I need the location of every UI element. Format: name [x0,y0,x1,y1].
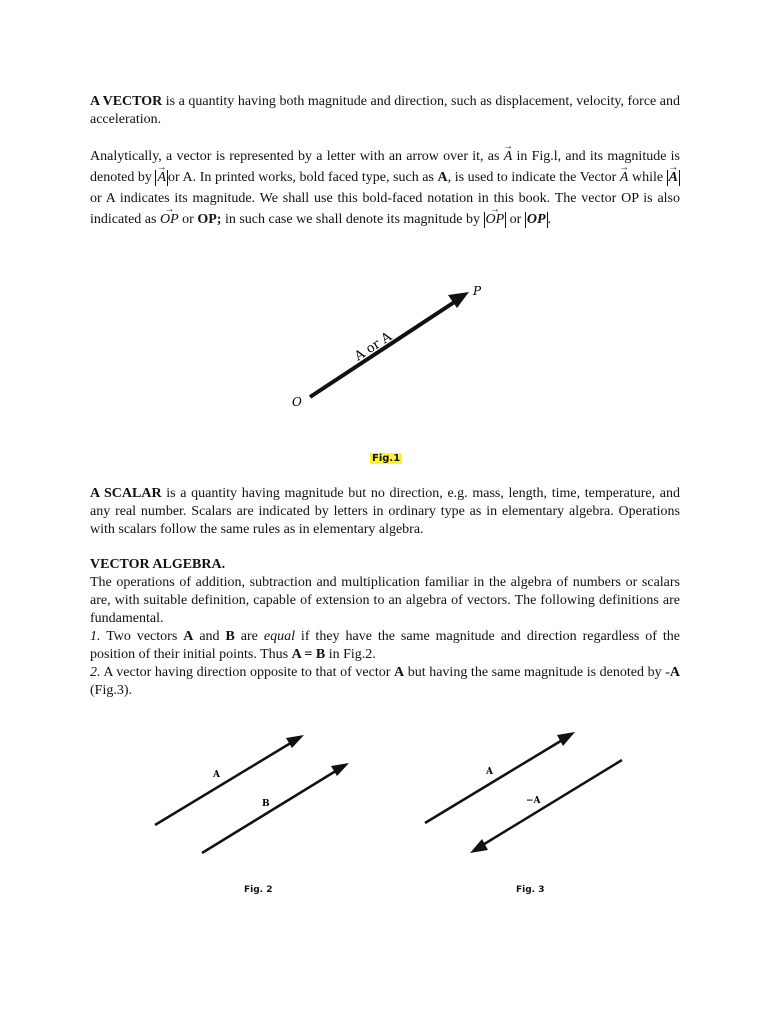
item2-bold-A2: A [669,665,681,680]
magnitude-bold-A-inner: → A [669,170,678,186]
magnitude-bold-OP-symbol: OP [526,212,546,227]
fig3-caption: Fig. 3 [516,885,545,895]
item2-text-2: but having the same magnitude is denoted by - [404,665,670,680]
fig1-label-O: O [292,395,302,409]
item2-number: 2. [90,665,101,680]
vector-term: A VECTOR [90,94,163,109]
vector-algebra-section [90,556,680,700]
fig1-label-P: P [473,284,482,298]
item1-bold-B: B [225,629,235,644]
vector-algebra-heading: VECTOR ALGEBRA. [90,557,226,572]
fig3-label-negA: −A [526,796,541,806]
magnitude-OP-inner: → OP [486,212,505,228]
notation-text-2: in Fig.l, and its magnitude is denoted by [90,149,680,185]
fig3-vector-negA-arrowhead [470,839,488,853]
notation-text-8: in such case we shall denote its magnitude by [221,212,484,227]
fig3-vector-negA-line [481,760,622,846]
fig3-label-A: A [486,767,493,777]
vector-A-symbol-2: → A [620,167,629,188]
item1-equal: equal [263,629,295,644]
vector-OP-symbol: → OP [160,209,179,230]
item2-bold-A: A [393,665,405,680]
item1-bold-A: A [183,629,194,644]
item1-equation: A = B [291,647,326,662]
notation-text-6: or A indicates its magnitude. We shall use this bold-faced notation in this book. The vector OP is also indicated as [90,191,680,227]
scalar-definition-text: is a quantity having magnitude but no direction, e.g. mass, length, time, temperature, and any real number. Scalars are indicated by letters in ordinary type as in elementary algebra. Operations with scalars follow the same rules as in elementary algebra. [90,486,681,537]
notation-paragraph [90,146,680,230]
magnitude-bold-A-symbol [667,170,680,186]
fig2-vector-B-line [202,769,339,853]
bold-A: A [437,170,448,185]
item1-text-2: and [193,629,226,644]
fig3-vector-A-line [425,739,564,823]
fig2-label-A: A [213,770,220,780]
definition-item-2 [90,664,680,700]
notation-text-4: , is used to indicate the Vector [447,170,620,185]
vector-A-symbol: → A [504,146,513,167]
item1-text-4: if they have the same magnitude and direction regardless of the position of their initial points. Thus [90,629,681,662]
fig2-diagram [145,725,360,860]
item1-text-3: are [234,629,264,644]
notation-text-3: or A. In printed works, bold faced type, such as [168,170,438,185]
vector-algebra-intro: The operations of addition, subtraction and multiplication familiar in the algebra of numbers or scalars are, with suitable definition, capable of extension to an algebra of vectors. The following definitions are fundamental. [90,575,680,626]
fig2-caption: Fig. 2 [244,885,273,895]
notation-text-10: . [547,212,552,227]
magnitude-OP-symbol [484,212,507,228]
item2-text-3: (Fig.3). [90,683,132,698]
notation-text-5: while [628,170,667,185]
notation-text-9: or [506,212,525,227]
fig3-vector-A-arrowhead [557,732,575,746]
definition-item-1 [90,628,680,664]
notation-text-7: or [178,212,198,227]
scalar-term: A SCALAR [90,486,162,501]
scalar-definition-paragraph [90,485,680,539]
fig2-label-B: B [262,799,270,809]
fig1-vector-label: A or A [352,329,395,365]
item1-text-5: in Fig.2. [325,647,376,662]
fig1-caption-text: Fig.1 [372,453,401,464]
bold-OP: OP; [197,212,222,227]
vector-definition-paragraph [90,93,680,129]
magnitude-A-symbol [155,170,168,186]
fig2-vector-A-arrowhead [286,735,304,748]
fig2-vector-A-line [155,741,294,825]
item1-number: 1. [90,629,101,644]
notation-text-1: Analytically, a vector is represented by a letter with an arrow over it, as [90,149,504,164]
vector-definition-text: is a quantity having both magnitude and direction, such as displacement, velocity, force and acceleration. [90,94,680,127]
fig1-caption [370,453,402,464]
magnitude-A-inner: → A [157,170,166,186]
item2-text-1: A vector having direction opposite to that of vector [100,665,394,680]
fig1-diagram [280,275,500,415]
fig3-diagram [415,725,635,860]
fig2-vector-B-arrowhead [331,763,349,776]
item1-text-1: Two vectors [100,629,184,644]
